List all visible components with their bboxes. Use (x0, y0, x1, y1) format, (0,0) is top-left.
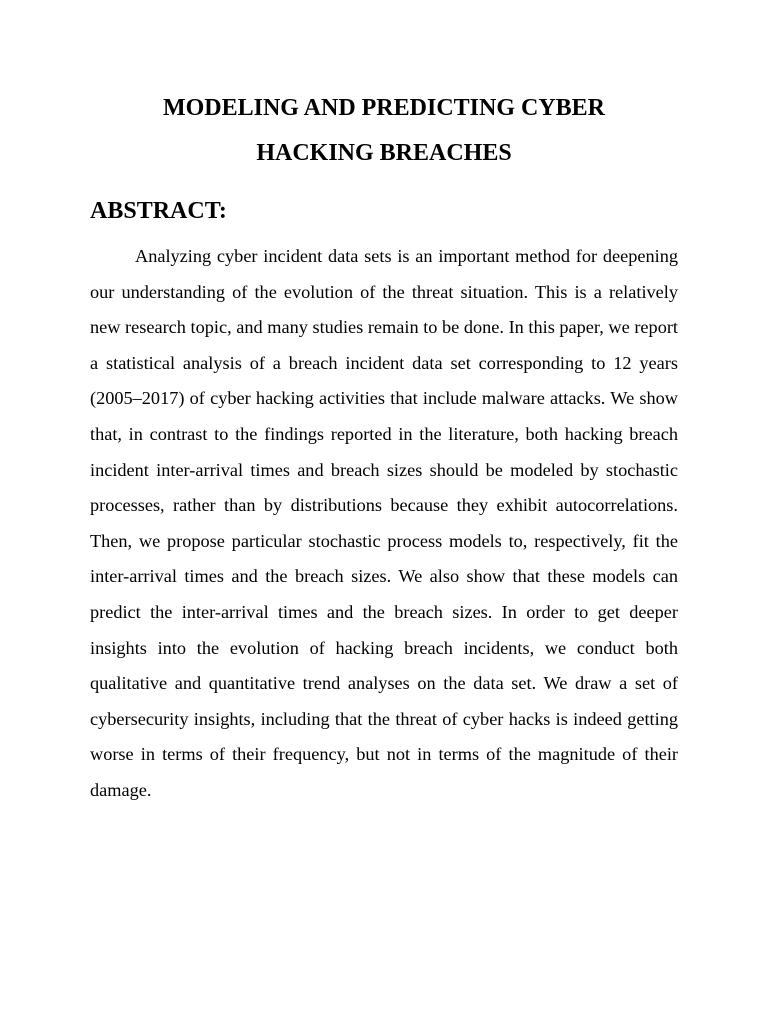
abstract-paragraph: Analyzing cyber incident data sets is an important method for deepening our understanding of the evolution of the threat situation. This is a relatively new research topic, and many studies remain to be done. In this paper, we report a statistical analysis of a breach incident data set corresponding to 12 years (2005–2017) of cyber hacking activities that include malware attacks. We show that, in contrast to the findings reported in the literature, both hacking breach incident inter-arrival times and breach sizes should be modeled by stochastic processes, rather than by distributions because they exhibit autocorrelations. Then, we propose particular stochastic process models to, respectively, fit the inter-arrival times and the breach sizes. We also show that these models can predict the inter-arrival times and the breach sizes. In order to get deeper insights into the evolution of hacking breach incidents, we conduct both qualitative and quantitative trend analyses on the data set. We draw a set of cybersecurity insights, including that the threat of cyber hacks is indeed getting worse in terms of their frequency, but not in terms of the magnitude of their damage. (90, 246, 678, 800)
abstract-heading: ABSTRACT: (90, 198, 227, 224)
document-title-line-1: MODELING AND PREDICTING CYBER (162, 95, 606, 121)
document-title-line-2: HACKING BREACHES (256, 140, 512, 166)
